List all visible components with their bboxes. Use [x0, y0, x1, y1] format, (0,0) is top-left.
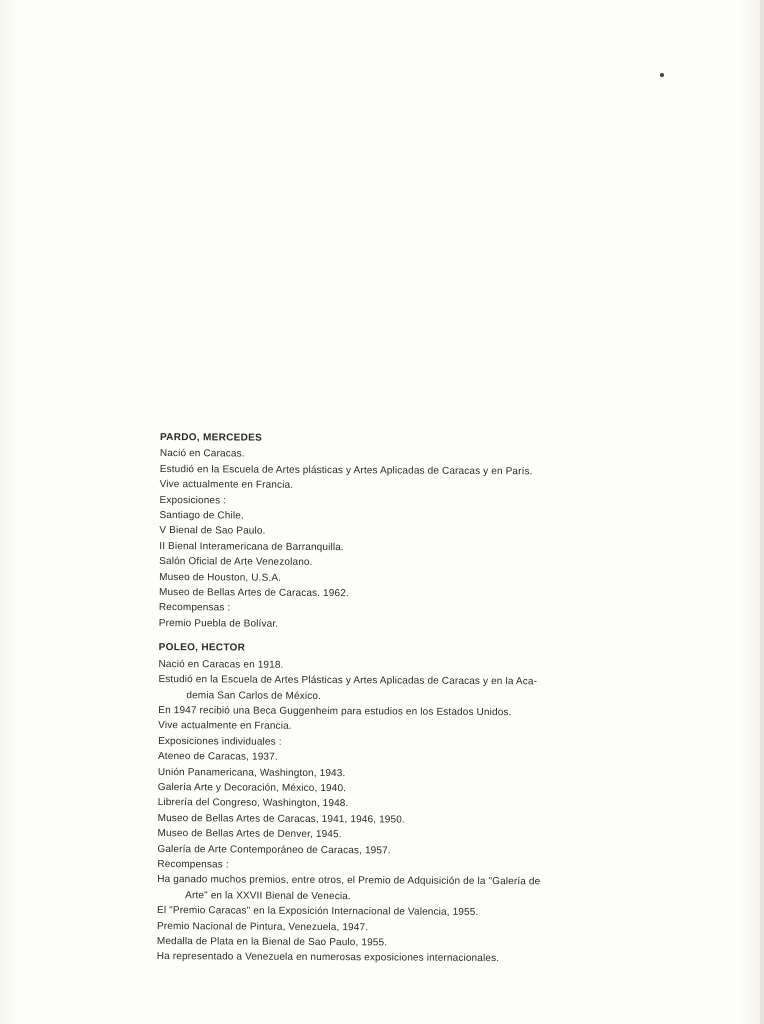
text-line: Nació en Caracas. [159, 448, 245, 460]
text-line: El "Premio Caracas" en la Exposición Internacional de Valencia, 1955. [157, 905, 479, 919]
text-line: Medalla de Plata en la Bienal de Sao Paulo, 1955. [156, 935, 388, 949]
section-heading: Recompensas : [158, 602, 231, 614]
text-line: Ateneo de Caracas, 1937. [157, 751, 278, 763]
text-line: Librería del Congreso, Washington, 1948. [157, 797, 349, 810]
text-line: Nació en Caracas en 1918. [158, 658, 284, 671]
ink-speck [660, 73, 664, 77]
text-line: Premio Puebla de Bolívar. [158, 617, 279, 630]
text-line: Salón Oficial de Arte Venezolano. [159, 556, 313, 569]
section-heading: Recompensas : [157, 858, 229, 871]
text-line: Unión Panamericana, Washington, 1943. [157, 766, 346, 779]
entry-poleo [157, 640, 659, 968]
text-line: En 1947 recibió una Beca Guggenheim para estudios en los Estados Unidos. [158, 704, 512, 719]
text-line: Ha representado a Venezuela en numerosas exposiciones internacionales. [156, 951, 500, 965]
artist-name: PARDO, MERCEDES [159, 431, 263, 444]
entry-pardo [159, 430, 660, 634]
text-line: Estudió en la Escuela de Artes plásticas y Artes Aplicadas de Caracas y en París. [159, 463, 533, 478]
text-line: II Bienal Interamericana de Barranquilla. [159, 540, 344, 553]
section-heading: Exposiciones : [159, 494, 227, 507]
section-heading: Exposiciones individuales : [158, 735, 282, 748]
text-line: Vive actualmente en Francia. [158, 720, 292, 733]
text-line: Vive actualmente en Francia. [159, 479, 294, 492]
text-line: Premio Nacional de Pintura, Venezuela, 1947. [156, 920, 369, 933]
text-line-continued: demia San Carlos de México. [186, 689, 322, 702]
text-line: Ha ganado muchos premios, entre otros, el Premio de Adquisición de la "Galería de [157, 874, 541, 888]
text-line: Museo de Bellas Artes de Denver, 1945. [157, 828, 342, 841]
text-line: Estudió en la Escuela de Artes Plásticas y Artes Aplicadas de Caracas y en la Aca- [158, 674, 538, 688]
text-line: V Bienal de Sao Paulo. [159, 525, 266, 538]
text-line-continued: Arte" en la XXVII Bienal de Venecia. [185, 889, 351, 902]
text-line: Museo de Bellas Artes de Caracas, 1941, 1946, 1950. [157, 812, 405, 826]
text-line: Museo de Houston, U.S.A. [159, 571, 282, 584]
page-edge [760, 0, 764, 1024]
text-line: Museo de Bellas Artes de Caracas. 1962. [158, 587, 349, 600]
biography-text [157, 430, 660, 977]
text-line: Santiago de Chile. [159, 510, 244, 522]
text-line: Galería de Arte Contemporáneo de Caracas, 1957. [157, 843, 391, 856]
text-line: Galería Arte y Decoración, México, 1940. [157, 781, 347, 795]
artist-name: POLEO, HECTOR [158, 642, 246, 654]
